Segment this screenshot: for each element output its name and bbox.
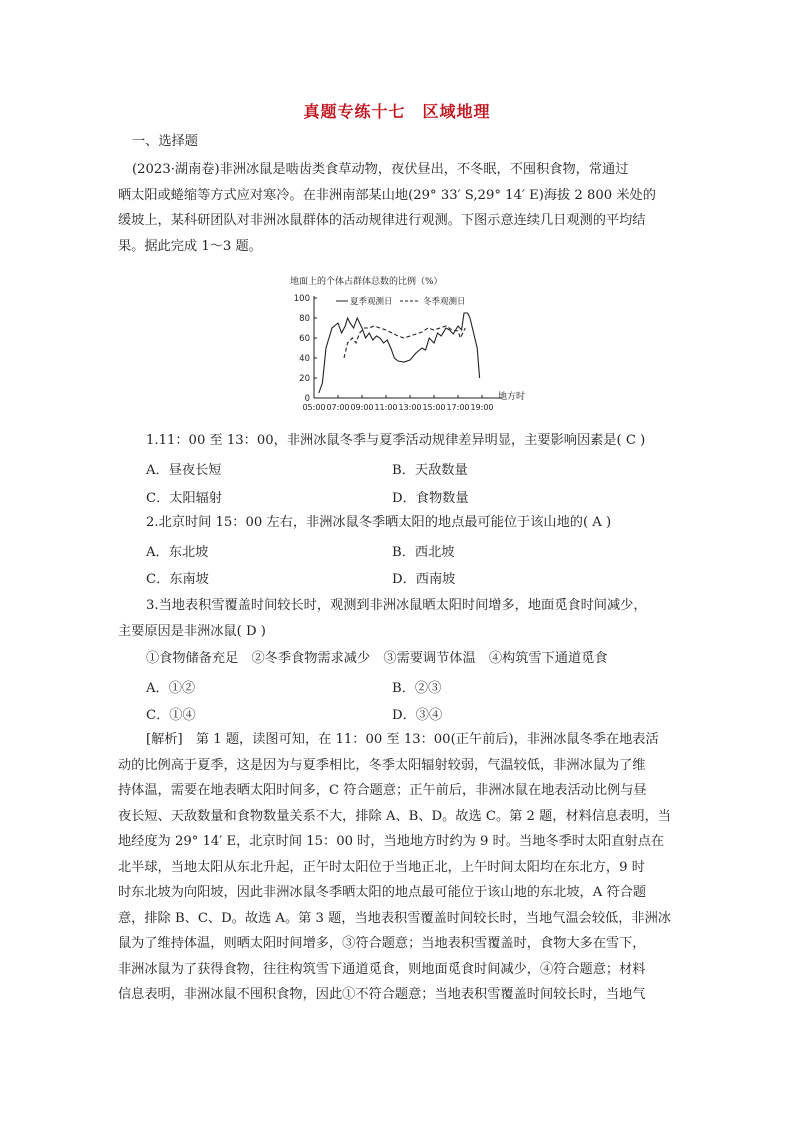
analysis-line: 北半球，当地太阳从东北升起，正午时太阳位于当地正北，上午时间太阳均在东北方，9 时 — [118, 859, 645, 875]
intro-line: 缓坡上，某科研团队对非洲冰鼠群体的活动规律进行观测。下图示意连续几日观测的平均结 — [118, 213, 646, 228]
x-tick-label: 17:00 — [446, 403, 470, 412]
x-axis-label: 地方时 — [498, 392, 526, 402]
analysis-line: [解析] 第 1 题，读图可知，在 11：00 至 13：00(正午前后)，非洲冰鼠冬季在地表活 — [146, 732, 659, 747]
y-tick-labels — [294, 294, 310, 404]
analysis-line: 动的比例高于夏季，这是因为与夏季相比，冬季太阳辐射较弱，气温较低，非洲冰鼠为了维 — [118, 757, 646, 773]
q3-option-b: B．②③ — [392, 681, 442, 696]
summer-series-line — [319, 313, 480, 393]
q3-stem-line1: 3.当地表积雪覆盖时间较长时，观测到非洲冰鼠晒太阳时间增多，地面觅食时间减少， — [146, 598, 647, 613]
y-tick-label: 100 — [293, 294, 310, 304]
q2-option-c: C．东南坡 — [146, 572, 209, 587]
q3-option-d: D．③④ — [392, 708, 443, 723]
y-tick-label: 20 — [299, 374, 310, 384]
q3-option-c: C．①④ — [146, 708, 196, 723]
x-tick-labels — [302, 403, 493, 412]
section-heading: 一、选择题 — [132, 134, 198, 149]
analysis-line: 信息表明，非洲冰鼠不囤积食物，因此①不符合题意；当地表积雪覆盖时间较长时，当地气 — [118, 987, 646, 1002]
intro-line: 晒太阳或蜷缩等方式应对寒冷。在非洲南部某山地(29° 33′ S,29° 14′ E)海拔 2 800 米处的 — [118, 187, 656, 203]
chart-title: 地面上的个体占群体总数的比例（%） — [290, 277, 443, 287]
x-tick-label: 07:00 — [326, 403, 350, 412]
q2-option-d: D．西南坡 — [392, 572, 456, 587]
analysis-line: 夜长短、天敌数量和食物数量关系不大，排除 A、B、D。故选 C。第 2 题，材料信息表明，当 — [118, 808, 671, 824]
q1-option-d: D．食物数量 — [392, 491, 469, 506]
chart-legend — [336, 296, 466, 307]
chart-axes — [314, 296, 502, 398]
q3-statements: ①食物储备充足 ②冬季食物需求减少 ③需要调节体温 ④构筑雪下通道觅食 — [146, 651, 608, 666]
legend-winter-label: 冬季观测日 — [423, 297, 466, 307]
page-title: 真题专练十七 区域地理 — [303, 102, 491, 121]
x-tick-label: 11:00 — [374, 403, 398, 412]
y-tick-label: 40 — [299, 354, 310, 364]
q1-option-b: B．天敌数量 — [392, 463, 468, 478]
analysis-line: 持体温，需要在地表晒太阳时间多，C 符合题意；正午前后，非洲冰鼠在地表活动比例与昼 — [118, 783, 647, 798]
q2-option-b: B．西北坡 — [392, 545, 455, 560]
analysis-line: 鼠为了维持体温，则晒太阳时间增多，③符合题意；当地表积雪覆盖时，食物大多在雪下， — [118, 936, 646, 951]
y-tick-label: 80 — [299, 314, 310, 324]
intro-line: 果。据此完成 1～3 题。 — [118, 238, 262, 254]
q3-option-a: A．①② — [146, 681, 196, 696]
analysis-paragraph — [118, 727, 678, 1008]
q1-option-a: A．昼夜长短 — [146, 463, 222, 478]
x-tick-label: 15:00 — [422, 403, 446, 412]
analysis-line: 地经度为 29° 14′ E，北京时间 15：00 时，当地地方时约为 9 时。当地冬季时太阳直射点在 — [118, 834, 665, 849]
q2-stem: 2.北京时间 15：00 左右，非洲冰鼠冬季晒太阳的地点最可能位于该山地的( A ) — [146, 515, 612, 530]
q3-stem-line2: 主要原因是非洲冰鼠( D ) — [118, 624, 266, 639]
x-tick-label: 09:00 — [350, 403, 374, 412]
analysis-line: 意，排除 B、C、D。故选 A。第 3 题，当地表积雪覆盖时间较长时，当地气温会较低，非洲冰 — [118, 910, 671, 926]
x-tick-label: 19:00 — [470, 403, 494, 412]
analysis-line: 时东北坡为向阳坡，因此非洲冰鼠冬季晒太阳的地点最可能位于该山地的东北坡，A 符合题 — [118, 885, 647, 900]
x-tick-label: 13:00 — [398, 403, 422, 412]
q1-option-c: C．太阳辐射 — [146, 491, 223, 506]
intro-paragraph — [118, 157, 678, 259]
intro-line: (2023·湖南卷)非洲冰鼠是啮齿类食草动物，夜伏昼出，不冬眠，不囤积食物，常通过 — [132, 162, 629, 177]
analysis-line: 非洲冰鼠为了获得食物，往往构筑雪下通道觅食，则地面觅食时间减少，④符合题意；材料 — [118, 961, 646, 977]
x-tick-label: 05:00 — [302, 403, 326, 412]
legend-summer-label: 夏季观测日 — [350, 297, 393, 307]
chart-series — [319, 313, 480, 393]
activity-line-chart — [288, 268, 548, 418]
y-tick-label: 60 — [299, 334, 310, 344]
y-tick-label: 0 — [304, 394, 310, 404]
q1-stem: 1.11：00 至 13：00，非洲冰鼠冬季与夏季活动规律差异明显，主要影响因素是( C ) — [146, 433, 646, 448]
q2-option-a: A．东北坡 — [146, 545, 209, 560]
winter-series-line — [344, 326, 465, 358]
